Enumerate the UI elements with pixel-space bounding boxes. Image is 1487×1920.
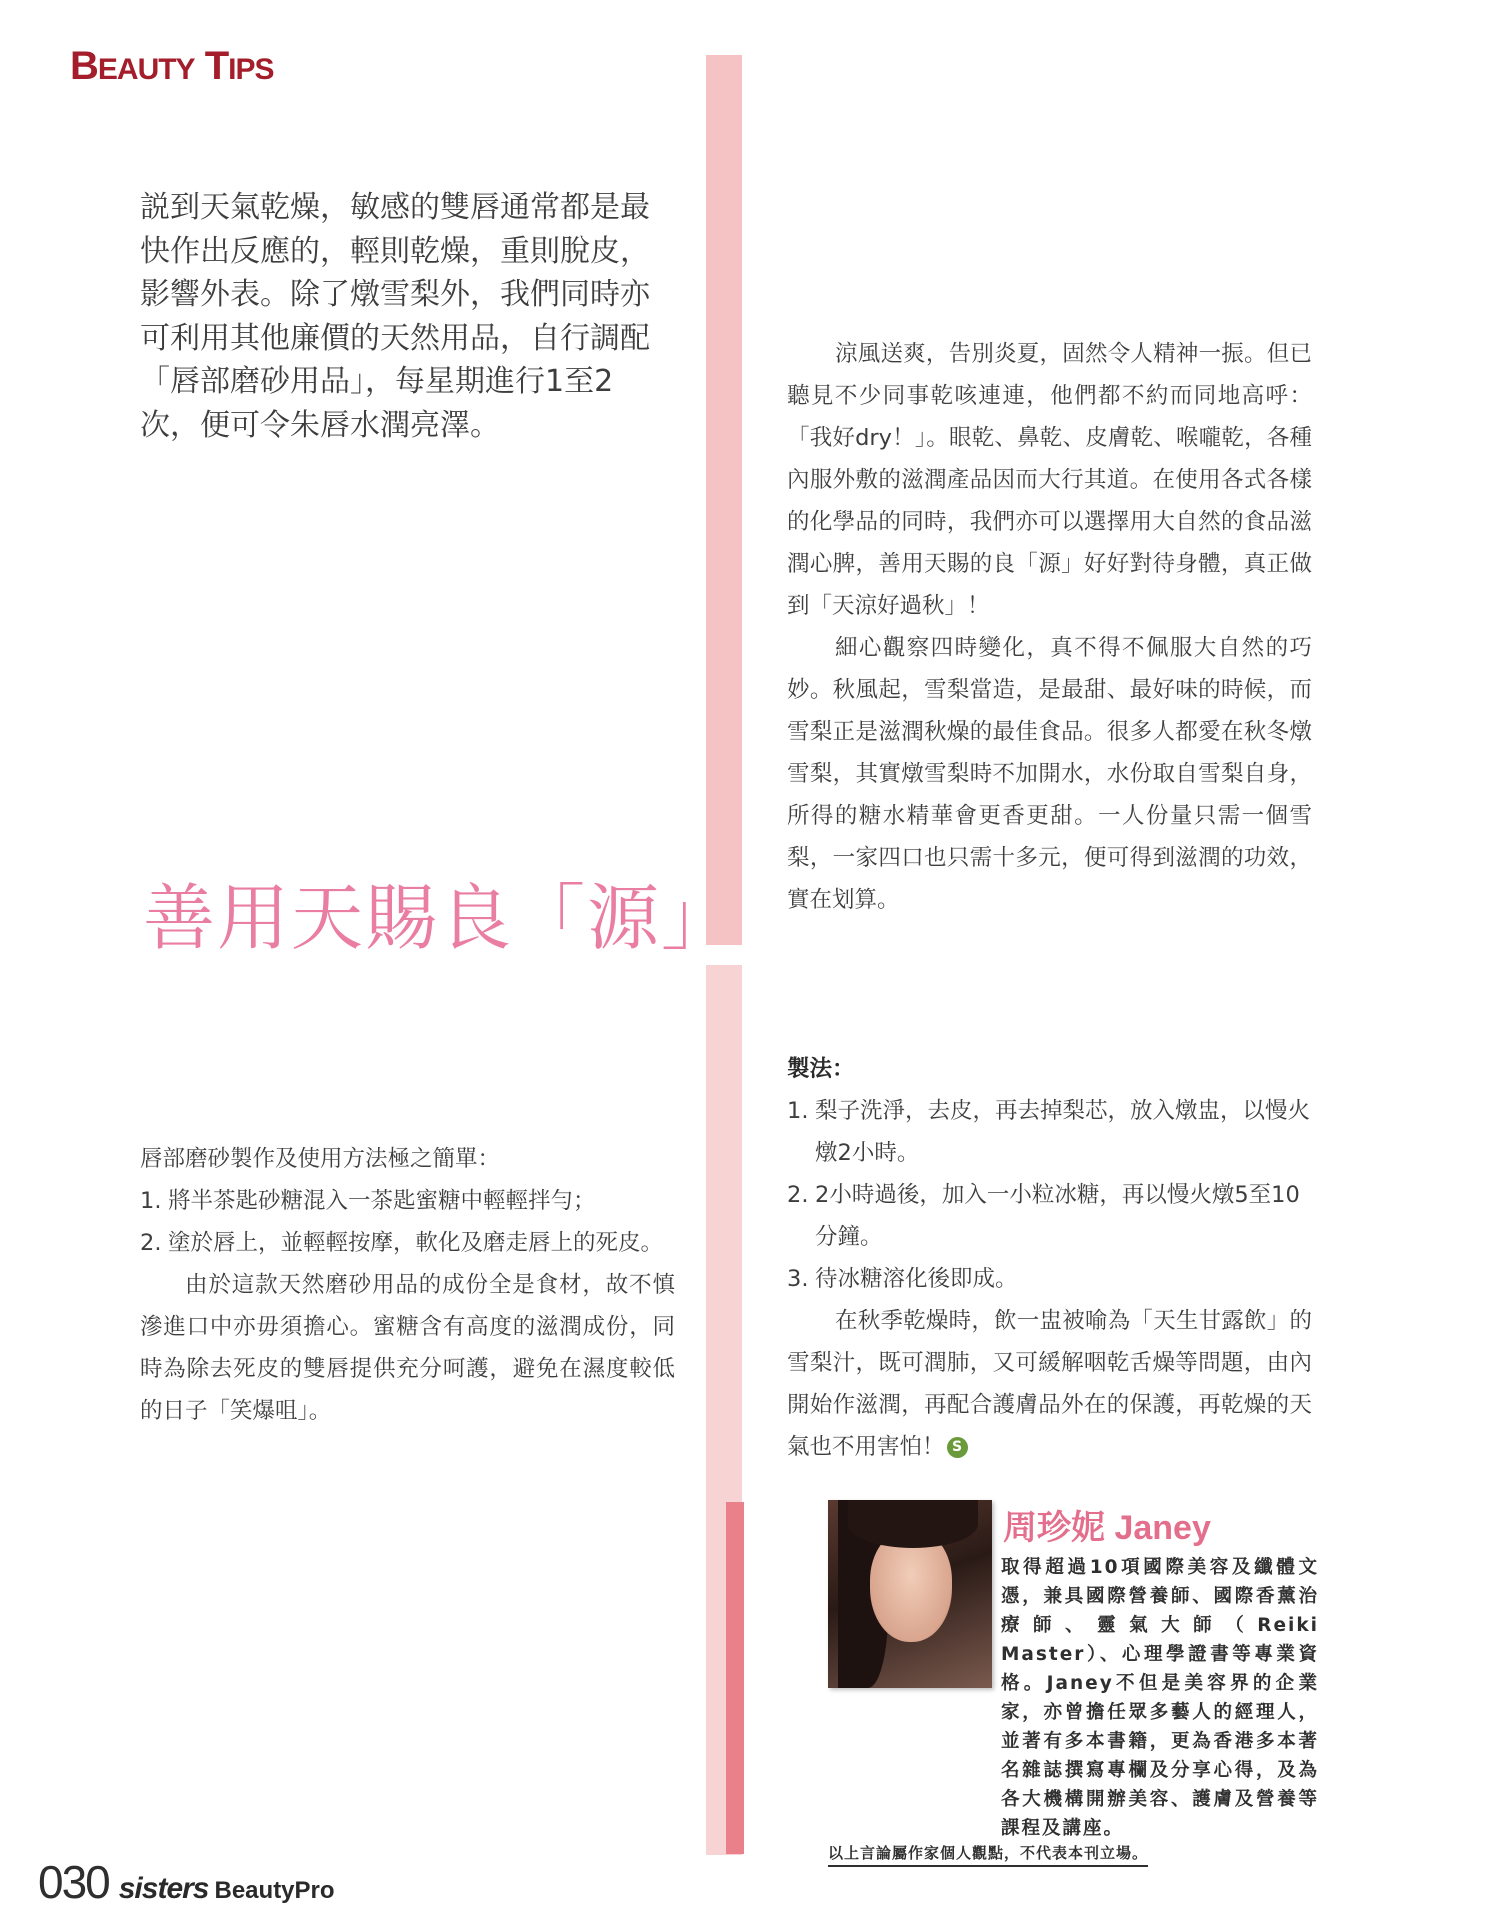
article-paragraph-1: 涼風送爽，告別炎夏，固然令人精神一振。但已聽見不少同事乾咳連連，他們都不約而同地高呼：「我好dry！」。眼乾、鼻乾、皮膚乾、喉嚨乾，各種內服外敷的滋潤產品因而大行其道。在使用各式各樣的化學品的同時，我們亦可以選擇用大自然的食品滋潤心脾，善用天賜的良「源」好好對待身體，真正做到「天涼好過秋」！: [787, 341, 1312, 619]
intro-text: [140, 186, 680, 447]
page-number: 030: [38, 1856, 109, 1908]
lip-scrub-section: [140, 1138, 675, 1432]
lip-scrub-step: [140, 1222, 675, 1264]
step-text: 2小時過後，加入一小粒冰糖，再以慢火燉5至10分鐘。: [815, 1182, 1300, 1250]
step-text: 梨子洗淨，去皮，再去掉梨芯，放入燉盅，以慢火燉2小時。: [815, 1098, 1311, 1166]
pink-bar-author: [726, 1502, 744, 1854]
brand-logo: sisters: [118, 1872, 209, 1905]
method-step: [787, 1174, 1312, 1258]
author-name: 周珍妮 Janey: [1003, 1509, 1211, 1547]
pink-bar-top: [706, 55, 742, 945]
section-label: [70, 44, 273, 89]
step-text: 塗於唇上，並輕輕按摩，軟化及磨走唇上的死皮。: [168, 1230, 664, 1256]
lip-scrub-paragraph: 由於這款天然磨砂用品的成份全是食材，故不慎滲進口中亦毋須擔心。蜜糖含有高度的滋潤成份，同時為除去死皮的雙唇提供充分呵護，避免在濕度較低的日子「笑爆咀」。: [140, 1272, 675, 1424]
section-label-t: T: [194, 44, 229, 88]
intro-line: 可利用其他廉價的天然用品，自行調配: [140, 320, 650, 356]
page-footer: [38, 1855, 335, 1909]
intro-line: 次，便可令朱唇水潤亮澤。: [140, 407, 500, 443]
closing-paragraph: [787, 1300, 1312, 1468]
step-number: 3.: [787, 1266, 809, 1292]
step-number: 1.: [140, 1188, 162, 1214]
sisters-end-mark-icon: S: [947, 1437, 968, 1458]
main-article: [787, 333, 1312, 921]
step-number: 2.: [787, 1182, 809, 1208]
intro-line: 「唇部磨砂用品」，每星期進行1至2: [140, 364, 614, 399]
lip-scrub-step: [140, 1180, 675, 1222]
disclaimer: 以上言論屬作家個人觀點，不代表本刊立場。: [828, 1842, 1148, 1867]
step-number: 1.: [787, 1098, 809, 1124]
article-paragraph-2: 細心觀察四時變化，真不得不佩服大自然的巧妙。秋風起，雪梨當造，是最甜、最好味的時候，而雪梨正是滋潤秋燥的最佳食品。很多人都愛在秋冬燉雪梨，其實燉雪梨時不加開水，水份取自雪梨自身，所得的糖水精華會更香更甜。一人份量只需一個雪梨，一家四口也只需十多元，便可得到滋潤的功效，實在划算。: [787, 635, 1312, 913]
method-step: [787, 1258, 1312, 1300]
section-label-eauty: EAUTY: [97, 53, 195, 86]
step-text: 將半茶匙砂糖混入一茶匙蜜糖中輕輕拌勻；: [168, 1188, 596, 1214]
section-label-b: B: [70, 44, 98, 88]
step-text: 待冰糖溶化後即成。: [815, 1266, 1018, 1292]
lip-scrub-intro: 唇部磨砂製作及使用方法極之簡單：: [140, 1146, 501, 1172]
method-heading: 製法：: [787, 1056, 855, 1082]
closing-text: 在秋季乾燥時，飲一盅被喻為「天生甘露飲」的雪梨汁，既可潤肺，又可緩解咽乾舌燥等問題，由內開始作滋潤，再配合護膚品外在的保護，再乾燥的天氣也不用害怕！: [787, 1308, 1312, 1460]
step-number: 2.: [140, 1230, 162, 1256]
intro-line: 説到天氣乾燥，敏感的雙唇通常都是最: [140, 190, 650, 225]
author-photo: [828, 1500, 992, 1688]
intro-line: 快作出反應的，輕則乾燥，重則脫皮，: [140, 233, 650, 269]
section-label-ips: IPS: [228, 53, 274, 86]
recipe-method: [787, 1048, 1312, 1468]
headline: 善用天賜良「源」: [143, 876, 736, 960]
intro-line: 影響外表。除了燉雪梨外，我們同時亦: [140, 277, 650, 312]
author-bio: 取得超過10項國際美容及纖體文憑，兼具國際營養師、國際香薰治療師、靈氣大師（Reiki Master）、心理學證書等專業資格。Janey不但是美容界的企業家，亦曾擔任眾多藝人的經理人，並著有多本書籍，更為香港多本著名雜誌撰寫專欄及分享心得，及為各大機構開辦美容、護膚及營養等課程及講座。: [1001, 1557, 1319, 1839]
brand-subtitle: BeautyPro: [214, 1877, 335, 1904]
method-step: [787, 1090, 1312, 1174]
